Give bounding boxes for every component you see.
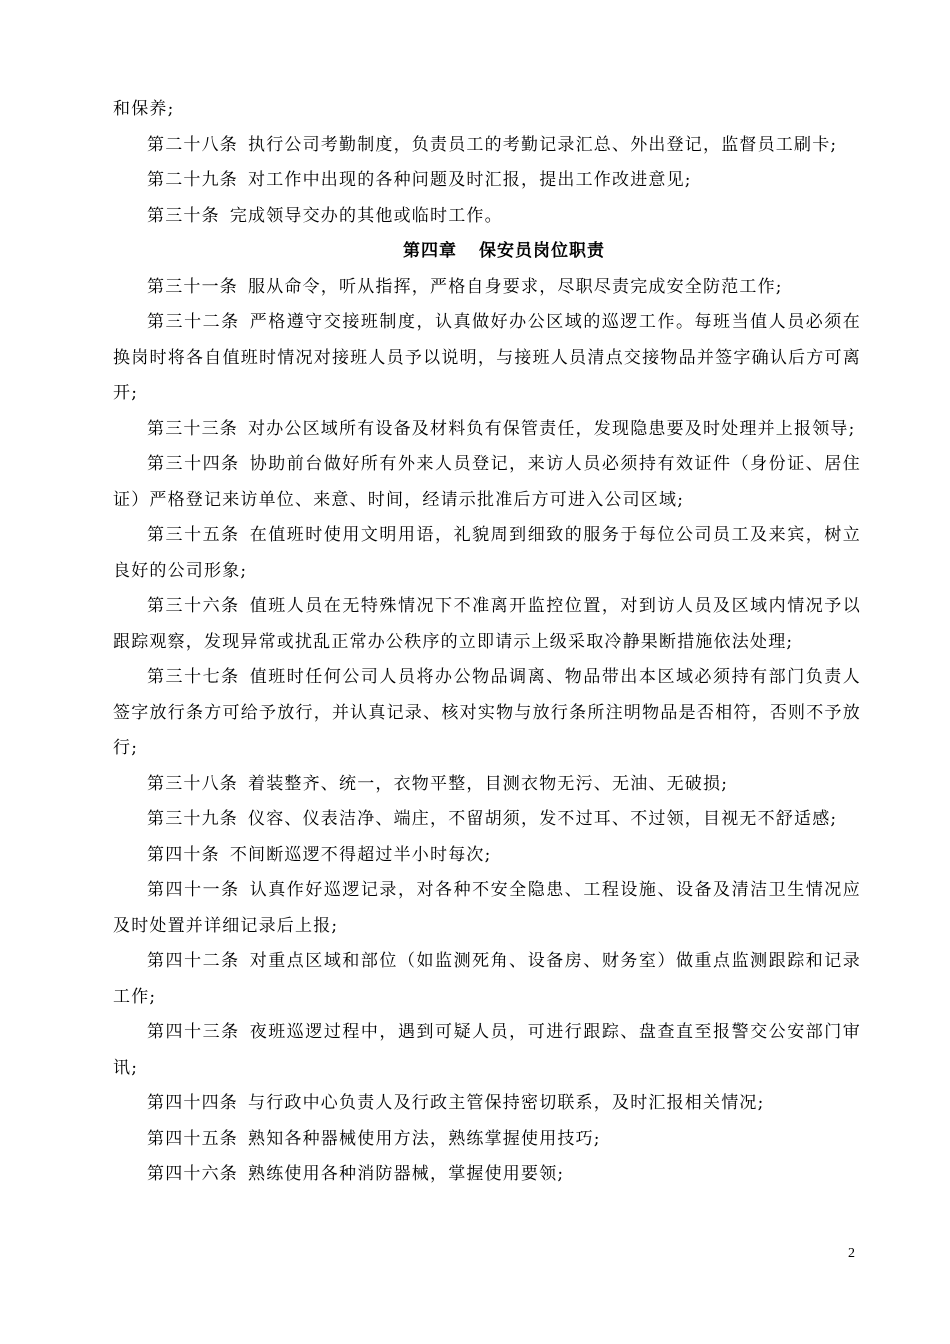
article-paragraph — [113, 412, 861, 448]
article-text: 认真作好巡逻记录，对各种不安全隐患、工程设施、设备及清洁卫生情况应及时处置并详细记录后上报; — [113, 880, 862, 936]
article-label: 第三十条 — [147, 205, 220, 226]
document-body — [113, 92, 861, 1193]
article-label: 第三十六条 — [147, 596, 240, 616]
article-label: 第四十条 — [147, 844, 220, 865]
article-label: 第三十三条 — [147, 418, 238, 439]
article-label: 第三十九条 — [147, 809, 238, 829]
article-text: 不间断巡逻不得超过半小时每次; — [229, 844, 492, 865]
article-text: 完成领导交办的其他或临时工作。 — [229, 205, 503, 226]
article-label: 第三十一条 — [147, 276, 238, 297]
chapter-heading — [113, 234, 861, 270]
article-text: 在值班时使用文明用语，礼貌周到细致的服务于每位公司员工及来宾，树立良好的公司形象; — [113, 525, 862, 581]
article-paragraph — [113, 838, 861, 874]
article-label: 第四十二条 — [147, 951, 240, 971]
article-text: 熟知各种器械使用方法，熟练掌握使用技巧; — [248, 1128, 601, 1149]
article-text: 对办公区域所有设备及材料负有保管责任，发现隐患要及时处理并上报领导; — [248, 418, 856, 439]
article-text: 服从命令，听从指挥，严格自身要求，尽职尽责完成安全防范工作; — [248, 276, 783, 297]
chapter-articles — [113, 270, 861, 1193]
article-label: 第三十五条 — [147, 525, 240, 545]
article-label: 第四十六条 — [147, 1164, 238, 1184]
article-label: 第四十五条 — [147, 1128, 238, 1149]
article-text: 熟练使用各种消防器械，掌握使用要领; — [248, 1164, 565, 1184]
chapter-number: 第四章 — [403, 241, 457, 261]
article-paragraph — [113, 944, 861, 1015]
article-text: 夜班巡逻过程中，遇到可疑人员，可进行跟踪、盘查直至报警交公安部门审讯; — [113, 1022, 862, 1078]
article-paragraph — [113, 767, 861, 803]
article-text: 着装整齐、统一，衣物平整，目测衣物无污、无油、无破损; — [248, 773, 729, 794]
article-text: 对重点区域和部位（如监测死角、设备房、财务室）做重点监测跟踪和记录工作; — [113, 951, 862, 1007]
article-label: 第四十一条 — [147, 880, 240, 900]
article-paragraph — [113, 1086, 861, 1122]
article-label: 第三十四条 — [147, 454, 240, 474]
article-paragraph — [113, 1122, 861, 1158]
article-paragraph — [113, 873, 861, 944]
article-paragraph — [113, 1157, 861, 1193]
article-text: 与行政中心负责人及行政主管保持密切联系，及时汇报相关情况; — [248, 1093, 765, 1113]
chapter-title: 保安员岗位职责 — [479, 241, 605, 261]
article-label: 第四十四条 — [147, 1093, 238, 1113]
article-paragraph — [113, 128, 861, 164]
article-text: 仪容、仪表洁净、端庄，不留胡须，发不过耳、不过领，目视无不舒适感; — [248, 809, 838, 829]
article-text: 对工作中出现的各种问题及时汇报，提出工作改进意见; — [248, 170, 692, 190]
article-label: 第二十八条 — [147, 134, 238, 155]
article-text: 协助前台做好所有外来人员登记，来访人员必须持有效证件（身份证、居住证）严格登记来访单位、来意、时间，经请示批准后方可进入公司区域; — [113, 454, 862, 510]
page-number: 2 — [848, 1246, 855, 1261]
article-paragraph — [113, 518, 861, 589]
article-label: 第四十三条 — [147, 1022, 240, 1042]
article-paragraph — [113, 199, 861, 235]
article-paragraph — [113, 270, 861, 306]
article-text: 执行公司考勤制度，负责员工的考勤记录汇总、外出登记，监督员工刷卡; — [248, 134, 838, 155]
article-paragraph — [113, 447, 861, 518]
article-label: 第三十七条 — [147, 667, 240, 687]
article-paragraph — [113, 163, 861, 199]
article-paragraph — [113, 589, 861, 660]
article-label: 第二十九条 — [147, 170, 238, 190]
continuation-text: 和保养; — [113, 99, 175, 119]
articles-before-chapter — [113, 128, 861, 235]
article-text: 严格遵守交接班制度，认真做好办公区域的巡逻工作。每班当值人员必须在换岗时将各自值班时情况对接班人员予以说明，与接班人员清点交接物品并签字确认后方可离开; — [113, 312, 862, 403]
article-paragraph — [113, 660, 861, 767]
article-label: 第三十八条 — [147, 773, 238, 794]
article-paragraph — [113, 305, 861, 412]
article-text: 值班时任何公司人员将办公物品调离、物品带出本区域必须持有部门负责人签字放行条方可给予放行，并认真记录、核对实物与放行条所注明物品是否相符，否则不予放行; — [113, 667, 862, 758]
article-label: 第三十二条 — [147, 312, 240, 332]
article-paragraph — [113, 1015, 861, 1086]
article-paragraph — [113, 802, 861, 838]
article-text: 值班人员在无特殊情况下不准离开监控位置，对到访人员及区域内情况予以跟踪观察，发现异常或扰乱正常办公秩序的立即请示上级采取冷静果断措施依法处理; — [113, 596, 862, 652]
